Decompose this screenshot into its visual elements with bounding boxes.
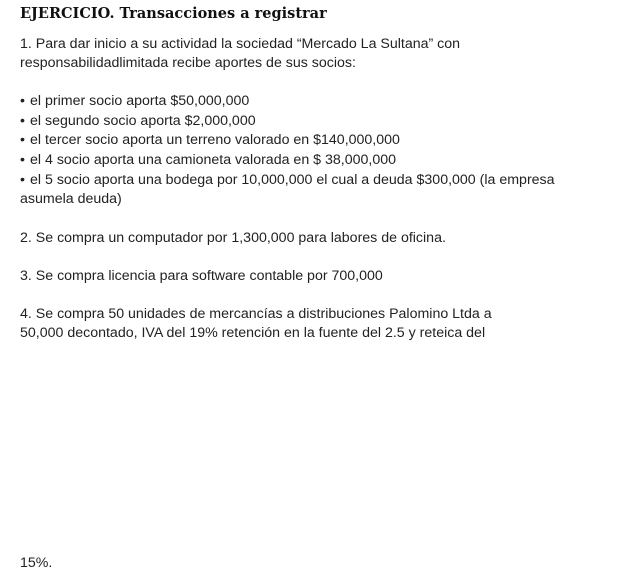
item-4-line-3: 15%. xyxy=(20,555,53,571)
bullet-icon: • xyxy=(20,132,25,148)
bullet-icon: • xyxy=(20,113,25,129)
bullet-icon: • xyxy=(20,172,25,188)
exercise-title: EJERCICIO. Transacciones a registrar xyxy=(20,5,327,22)
bullet-icon: • xyxy=(20,152,25,168)
bullet-text: el 5 socio aporta una bodega por 10,000,000 el cual a deuda $300,000 (la empresa xyxy=(30,172,555,188)
bullet-text: el segundo socio aporta $2,000,000 xyxy=(30,113,256,129)
bullet-item-3 xyxy=(20,130,400,150)
bullet-item-4 xyxy=(20,150,396,170)
item-3: 3. Se compra licencia para software contable por 700,000 xyxy=(20,268,383,284)
bullet-text: el tercer socio aporta un terreno valorado en $140,000,000 xyxy=(30,132,400,148)
item-2: 2. Se compra un computador por 1,300,000 para labores de oficina. xyxy=(20,230,446,246)
bullet-item-5 xyxy=(20,170,555,190)
bullet-item-2 xyxy=(20,111,256,131)
bullet-item-5-continuation: asumela deuda) xyxy=(20,191,122,207)
item-1-line-2: responsabilidadlimitada recibe aportes de sus socios: xyxy=(20,55,356,71)
bullet-item-1 xyxy=(20,91,249,111)
bullet-text: el primer socio aporta $50,000,000 xyxy=(30,93,250,109)
bullet-icon: • xyxy=(20,93,25,109)
item-1-line-1: 1. Para dar inicio a su actividad la sociedad “Mercado La Sultana” con xyxy=(20,36,461,52)
item-4-line-2: 50,000 decontado, IVA del 19% retención en la fuente del 2.5 y reteica del xyxy=(20,325,486,341)
bullet-text: el 4 socio aporta una camioneta valorada en $ 38,000,000 xyxy=(30,152,396,168)
item-4-line-1: 4. Se compra 50 unidades de mercancías a distribuciones Palomino Ltda a xyxy=(20,306,492,322)
